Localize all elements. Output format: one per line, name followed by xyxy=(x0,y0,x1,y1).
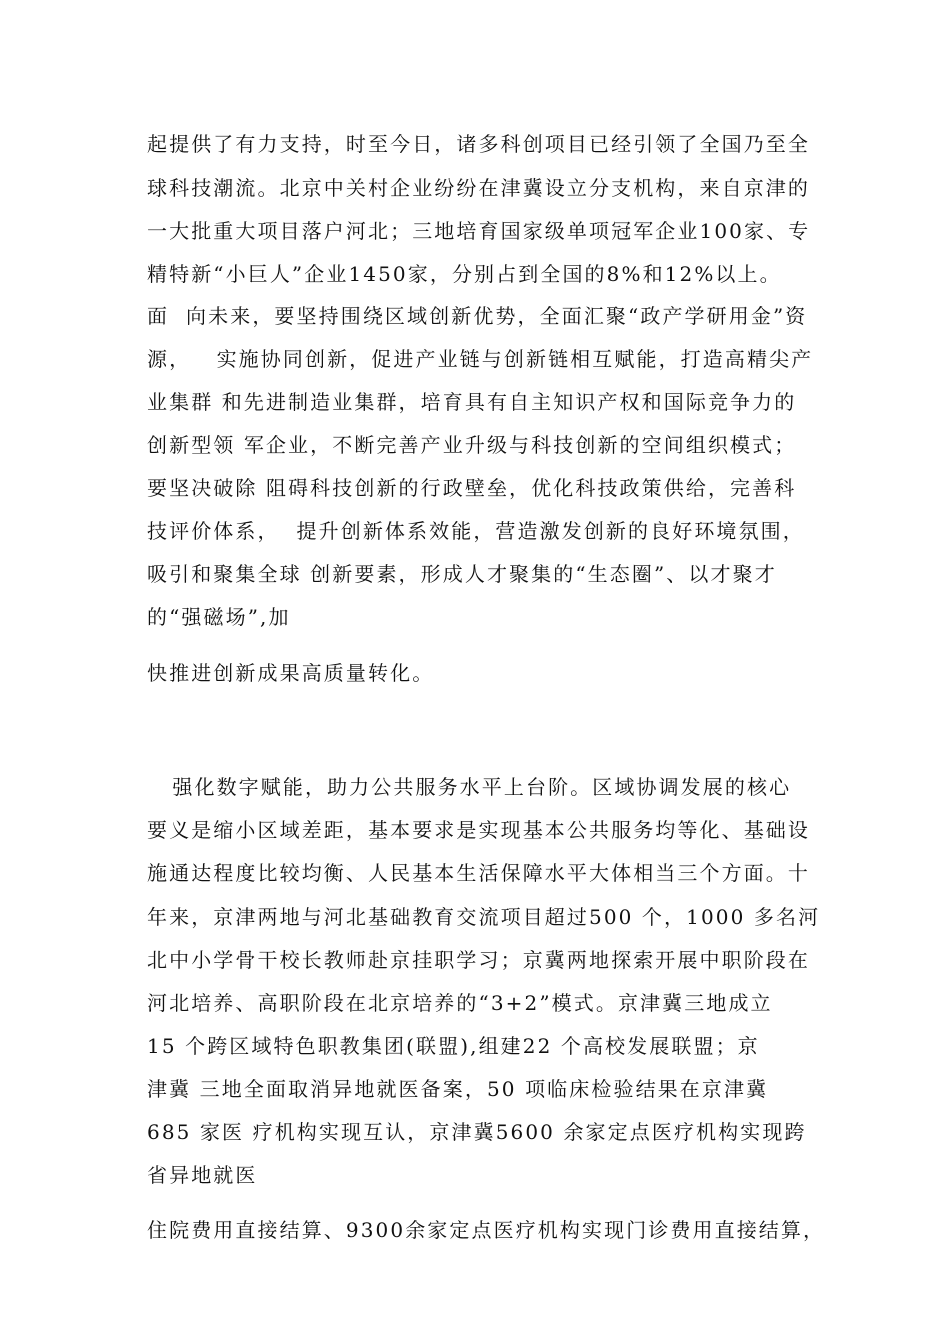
text-line: 强化数字赋能，助力公共服务水平上台阶。区域协调发展的核心 xyxy=(147,775,792,799)
text-line: 面 向未来，要坚持围绕区域创新优势，全面汇聚“政产学研用金”资 xyxy=(147,304,808,328)
text-line: 精特新“小巨人”企业1450家，分别占到全国的8%和12%以上。 xyxy=(147,262,782,286)
text-line: 快推进创新成果高质量转化。 xyxy=(147,661,435,685)
text-line: 15 个跨区域特色职教集团(联盟),组建22 个高校发展联盟；京 xyxy=(147,1034,760,1058)
text-line: 要坚决破除 阻碍科技创新的行政壁垒，优化科技政策供给，完善科 xyxy=(147,476,797,500)
text-line: 的“强磁场”,加 xyxy=(147,605,291,629)
text-line: 一大批重大项目落户河北；三地培育国家级单项冠军企业100家、专 xyxy=(147,219,811,243)
text-line: 技评价体系， 提升创新体系效能，营造激发创新的良好环境氛围， xyxy=(147,519,805,543)
text-line: 津冀 三地全面取消异地就医备案，50 项临床检验结果在京津冀 xyxy=(147,1077,769,1101)
text-line: 685 家医 疗机构实现互认，京津冀5600 余家定点医疗机构实现跨 xyxy=(147,1120,807,1144)
text-line: 施通达程度比较均衡、人民基本生活保障水平大体相当三个方面。十 xyxy=(147,861,810,885)
text-line: 创新型领 军企业，不断完善产业升级与科技创新的空间组织模式； xyxy=(147,433,797,457)
text-line: 省异地就医 xyxy=(147,1163,258,1187)
text-line: 球科技潮流。北京中关村企业纷纷在津冀设立分支机构，来自京津的 xyxy=(147,176,810,200)
text-line: 住院费用直接结算、9300余家定点医疗机构实现门诊费用直接结算， xyxy=(147,1218,826,1242)
text-line: 河北培养、高职阶段在北京培养的“3+2”模式。京津冀三地成立 xyxy=(147,991,773,1015)
text-line: 要义是缩小区域差距，基本要求是实现基本公共服务均等化、基础设 xyxy=(147,818,810,842)
text-line: 年来，京津两地与河北基础教育交流项目超过500 个，1000 多名河 xyxy=(147,905,821,929)
text-line: 业集群 和先进制造业集群，培育具有自主知识产权和国际竞争力的 xyxy=(147,390,797,414)
text-line: 源， 实施协同创新，促进产业链与创新链相互赋能，打造高精尖产 xyxy=(147,347,814,371)
text-line: 北中小学骨干校长教师赴京挂职学习；京冀两地探索开展中职阶段在 xyxy=(147,948,810,972)
text-line: 起提供了有力支持，时至今日，诸多科创项目已经引领了全国乃至全 xyxy=(147,132,810,156)
text-line: 吸引和聚集全球 创新要素，形成人才聚集的“生态圈”、以才聚才 xyxy=(147,562,777,586)
